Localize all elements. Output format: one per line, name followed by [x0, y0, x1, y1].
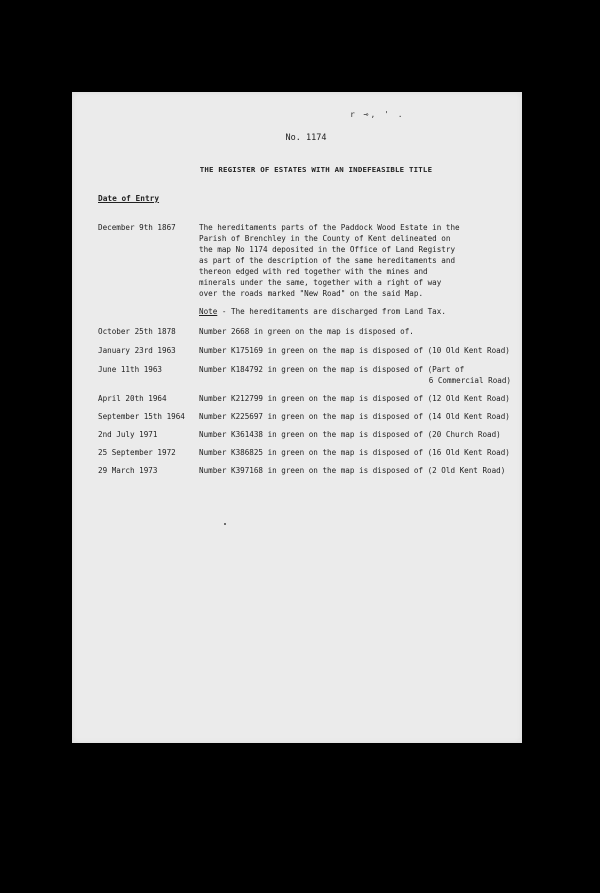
entry-date: 29 March 1973	[98, 466, 158, 475]
note-label: Note	[199, 307, 218, 316]
entry-line: as part of the description of the same hereditaments and	[199, 256, 456, 265]
document-number: No. 1174	[285, 133, 327, 143]
ink-speck	[224, 523, 226, 525]
entry-text: Number K361438 in green on the map is disposed of (20 Church Road)	[199, 430, 501, 439]
entry-line: Parish of Brenchley in the County of Kent delineated on	[199, 234, 451, 243]
entry-note	[199, 306, 517, 317]
entry-line: over the roads marked "New Road" on the said Map.	[199, 289, 424, 298]
entry-date: 25 September 1972	[98, 448, 176, 457]
date-of-entry-heading: Date of Entry	[98, 194, 160, 203]
entry-line: The hereditaments parts of the Paddock Wood Estate in the	[199, 223, 460, 232]
entry-line: Number K184792 in green on the map is disposed of (Part of	[199, 365, 465, 374]
entry-date: April 20th 1964	[98, 394, 167, 403]
entry-line: thereon edged with red together with the mines and	[199, 267, 428, 276]
entry-text	[199, 222, 517, 317]
entry-text: Number 2668 in green on the map is disposed of.	[199, 327, 414, 336]
entry-date: January 23rd 1963	[98, 346, 176, 355]
entry-text: Number K175169 in green on the map is disposed of (10 Old Kent Road)	[199, 346, 510, 355]
entry-text: Number K386825 in green on the map is disposed of (16 Old Kent Road)	[199, 448, 510, 457]
entry-date: 2nd July 1971	[98, 430, 158, 439]
entry-date: December 9th 1867	[98, 223, 176, 232]
document-title: THE REGISTER OF ESTATES WITH AN INDEFEASIBLE TITLE	[199, 165, 433, 174]
entry-date: June 11th 1963	[98, 365, 163, 374]
entry-date: September 15th 1964	[98, 412, 185, 421]
entry-text: Number K225697 in green on the map is disposed of (14 Old Kent Road)	[199, 412, 510, 421]
header-marks: r ⊸, ' .	[350, 110, 405, 119]
document-page	[72, 92, 522, 743]
note-text: - The hereditaments are discharged from Land Tax.	[217, 307, 446, 316]
entry-text: Number K397168 in green on the map is disposed of (2 Old Kent Road)	[199, 466, 506, 475]
entry-text	[199, 364, 517, 386]
entry-line: 6 Commercial Road)	[428, 376, 511, 385]
entry-text: Number K212799 in green on the map is disposed of (12 Old Kent Road)	[199, 394, 510, 403]
entry-line: the map No 1174 deposited in the Office of Land Registry	[199, 245, 456, 254]
entry-line: minerals under the same, together with a right of way	[199, 278, 442, 287]
entry-date: October 25th 1878	[98, 327, 176, 336]
